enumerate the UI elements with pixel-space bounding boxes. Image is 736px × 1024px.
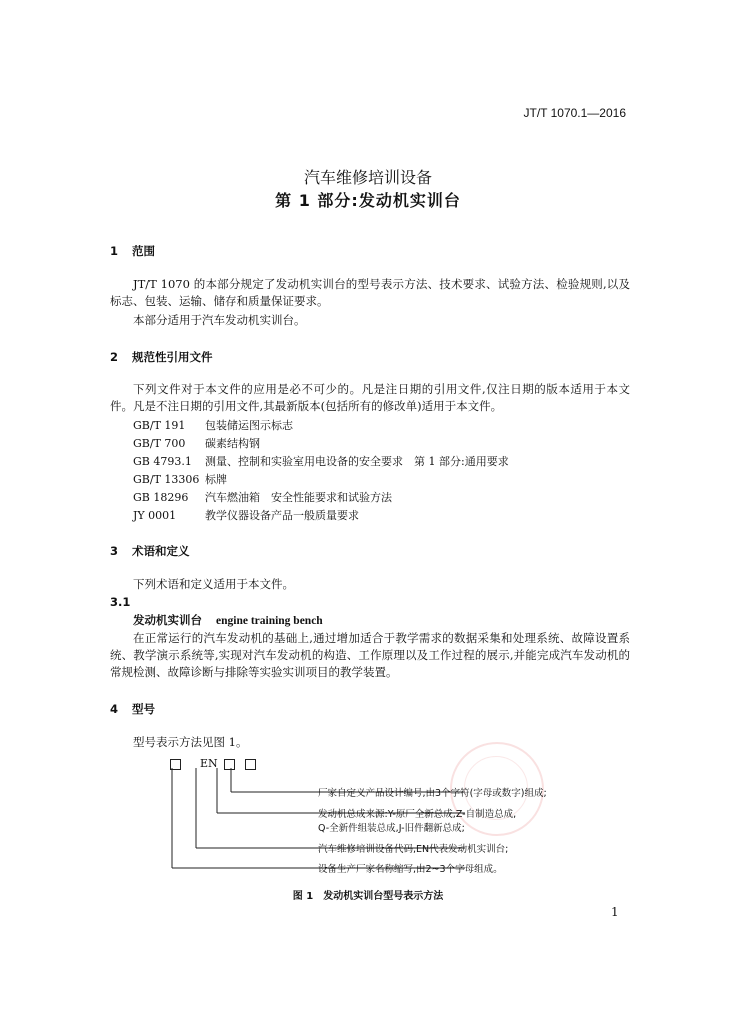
reference-code: GB/T 191 [133, 419, 186, 432]
section-number: 2 [110, 350, 119, 364]
label-equipment-code: 汽车维修培训设备代码,EN代表发动机实训台; [318, 844, 509, 855]
reference-code: GB 18296 [133, 491, 189, 504]
reference-title: 标牌 [205, 473, 227, 486]
equipment-code-text: EN [200, 757, 218, 770]
reference-item [133, 471, 227, 487]
reference-title: 汽车燃油箱 安全性能要求和试验方法 [205, 491, 392, 504]
reference-item [133, 507, 359, 523]
section-3-paragraph-1: 下列术语和定义适用于本文件。 [133, 577, 294, 591]
section-1-heading [110, 243, 155, 259]
label-manufacturer: 设备生产厂家名称缩写,由2~3个字母组成。 [318, 864, 503, 875]
section-1-paragraph-1: JT/T 1070 的本部分规定了发动机实训台的型号表示方法、技术要求、试验方法、检验规则,以及标志、包装、运输、储存和质量保证要求。 [110, 277, 630, 308]
reference-item [133, 417, 293, 433]
term-entry [133, 612, 323, 628]
reference-item [133, 453, 509, 469]
term-chinese: 发动机实训台 [133, 613, 202, 627]
reference-item [133, 489, 392, 505]
reference-code: JY 0001 [133, 509, 177, 522]
section-2-paragraph-1: 下列文件对于本文件的应用是必不可少的。凡是注日期的引用文件,仅注日期的版本适用于本文件。凡是不注日期的引用文件,其最新版本(包括所有的修改单)适用于本文件。 [110, 382, 630, 413]
reference-title: 包装储运图示标志 [205, 419, 293, 432]
document-title: 汽车维修培训设备 [303, 168, 432, 187]
subsection-number: 3.1 [110, 595, 131, 609]
section-title: 规范性引用文件 [132, 350, 213, 364]
label-design-number: 厂家自定义产品设计编号,由3个字符(字母或数字)组成; [318, 788, 547, 799]
label-assembly-source-1: 发动机总成来源:Y-原厂全新总成,Z-自制造总成, [318, 809, 517, 820]
section-title: 型号 [132, 702, 155, 716]
section-title: 范围 [132, 244, 155, 258]
document-subtitle: 第 1 部分:发动机实训台 [275, 191, 461, 210]
section-3-heading [110, 543, 190, 559]
reference-title: 教学仪器设备产品一般质量要求 [205, 509, 359, 522]
section-title: 术语和定义 [132, 544, 190, 558]
reference-code: GB 4793.1 [133, 455, 192, 468]
reference-code: GB/T 700 [133, 437, 186, 450]
standard-code: JT/T 1070.1—2016 [523, 106, 626, 120]
section-4-paragraph-1: 型号表示方法见图 1。 [133, 735, 248, 749]
label-assembly-source-2: Q-全新件组装总成,J-旧件翻新总成; [318, 823, 465, 834]
page-number: 1 [611, 905, 619, 919]
figure-caption: 图 1 发动机实训台型号表示方法 [292, 891, 444, 902]
term-definition: 在正常运行的汽车发动机的基础上,通过增加适合于教学需求的数据采集和处理系统、故障设置系统、教学演示系统等,实现对汽车发动机的构造、工作原理以及工作过程的展示,并能完成汽车发动机的常规检测、故障诊断与排除等实验实训项目的教学装置。 [110, 631, 630, 679]
reference-title: 碳素结构钢 [205, 437, 260, 450]
section-number: 4 [110, 702, 119, 716]
reference-title: 测量、控制和实验室用电设备的安全要求 第 1 部分:通用要求 [205, 455, 509, 468]
section-number: 3 [110, 544, 119, 558]
section-number: 1 [110, 244, 119, 258]
reference-code: GB/T 13306 [133, 473, 200, 486]
section-2-heading [110, 349, 213, 365]
section-4-heading [110, 701, 155, 717]
reference-item [133, 435, 260, 451]
term-english: engine training bench [216, 615, 323, 627]
section-1-paragraph-2: 本部分适用于汽车发动机实训台。 [133, 313, 306, 327]
